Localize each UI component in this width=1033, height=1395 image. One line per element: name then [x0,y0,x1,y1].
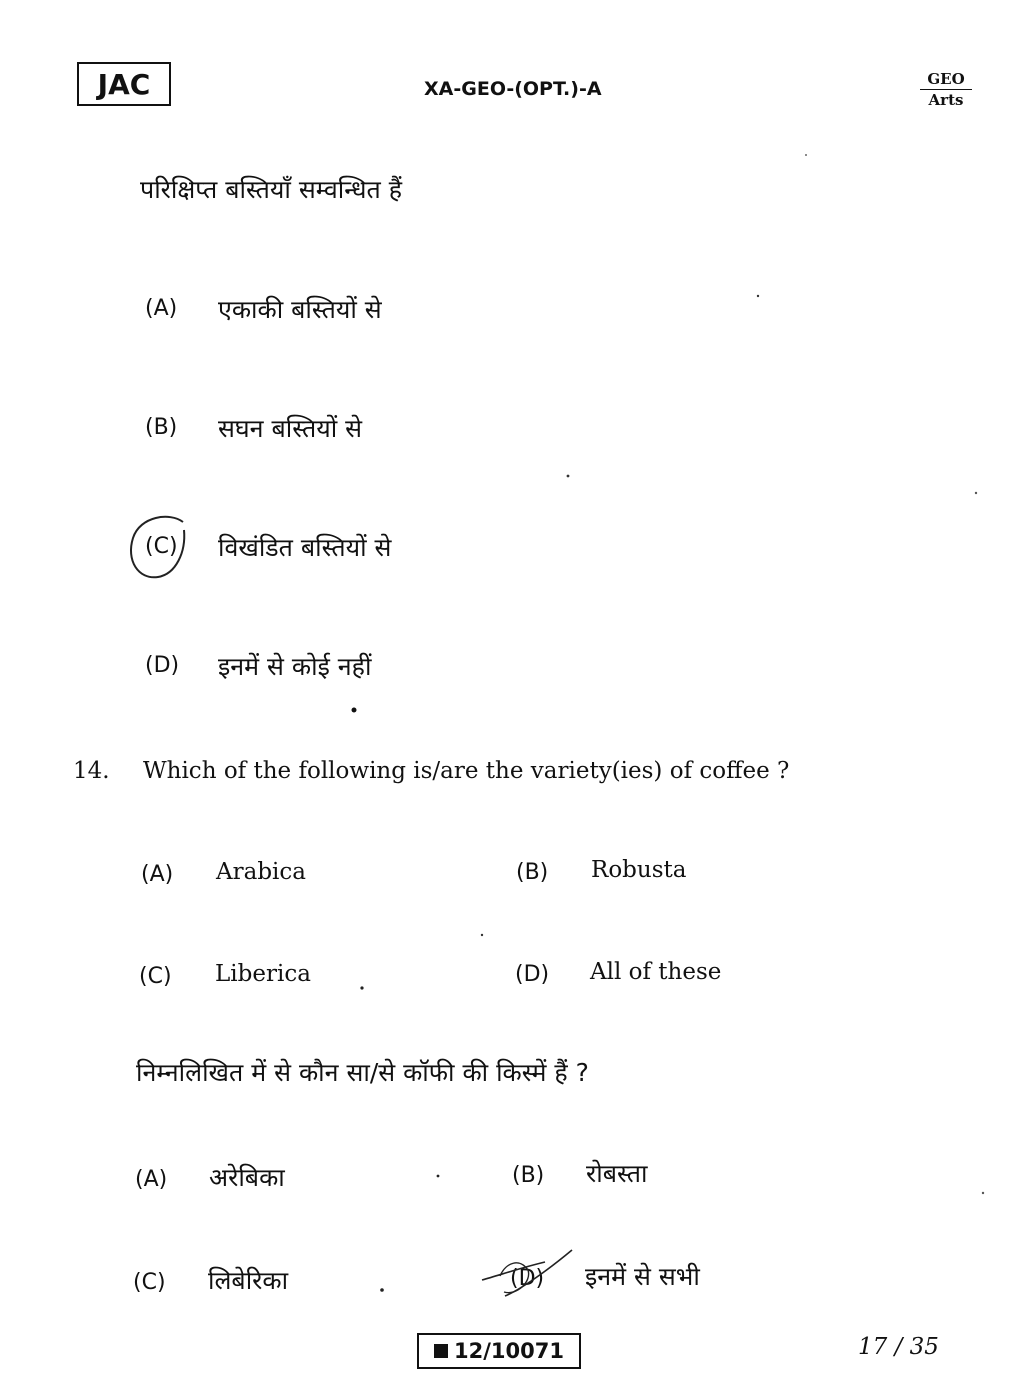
q14-en-option-b-text: Robusta [591,857,687,883]
q13-option-d-label: (D) [145,653,180,678]
scan-dot [360,986,363,989]
scan-dot [437,1175,440,1178]
q14-hi-option-d-label: (D) [510,1266,545,1291]
answer-tick-mark [482,1250,572,1296]
q14-hi-option-c-label: (C) [133,1270,166,1295]
q13-option-b-text: सघन बस्तियों से [218,414,363,443]
q14-en-option-d-label: (D) [515,962,550,987]
scan-dot [352,708,357,713]
page-number: 17 / 35 [858,1334,939,1360]
scan-dot [380,1288,384,1292]
q14-question-hindi: निम्नलिखित में से कौन सा/से कॉफी की किस्में हैं ? [136,1058,589,1087]
q13-option-a-text: एकाकी बस्तियों से [218,295,382,324]
board-name: JAC [97,67,151,101]
q13-option-a-label: (A) [145,296,178,321]
square-icon [434,1344,448,1358]
scan-dot [982,1192,984,1194]
q13-option-b-label: (B) [145,415,178,440]
q14-en-option-a-text: Arabica [216,859,306,885]
q14-question-english: Which of the following is/are the variety(ies) of coffee ? [143,758,790,784]
q13-option-d-text: इनमें से कोई नहीं [218,652,372,681]
q14-number: 14. [73,758,110,784]
subject-top: GEO [920,70,972,90]
scan-dot [975,492,977,494]
q14-hi-option-a-text: अरेबिका [209,1163,285,1192]
q14-hi-option-d-text: इनमें से सभी [585,1262,700,1291]
footer-code: 12/10071 [454,1339,564,1363]
q14-en-option-b-label: (B) [516,860,549,885]
q14-hi-option-b-text: रोबस्ता [586,1159,648,1188]
q14-en-option-a-label: (A) [141,862,174,887]
answer-circle-mark [131,517,184,577]
q13-option-c-text: विखंडित बस्तियों से [218,533,392,562]
q14-en-option-c-text: Liberica [215,961,311,987]
q14-hi-option-a-label: (A) [135,1167,168,1192]
scan-dot [805,154,807,156]
q14-hi-option-b-label: (B) [512,1163,545,1188]
scan-dot [757,295,759,297]
q13-question-hindi: परिक्षिप्त बस्तियाँ सम्वन्धित हैं [140,175,403,204]
scan-dot [567,475,570,478]
q14-en-option-c-label: (C) [139,964,172,989]
paper-code: XA-GEO-(OPT.)-A [424,78,602,100]
q13-option-c-label: (C) [145,534,178,559]
scan-dot [481,934,483,936]
subject-bottom: Arts [928,91,964,109]
q14-en-option-d-text: All of these [590,959,722,985]
footer-code-box [417,1333,581,1369]
q14-hi-option-c-text: लिबेरिका [208,1266,289,1295]
